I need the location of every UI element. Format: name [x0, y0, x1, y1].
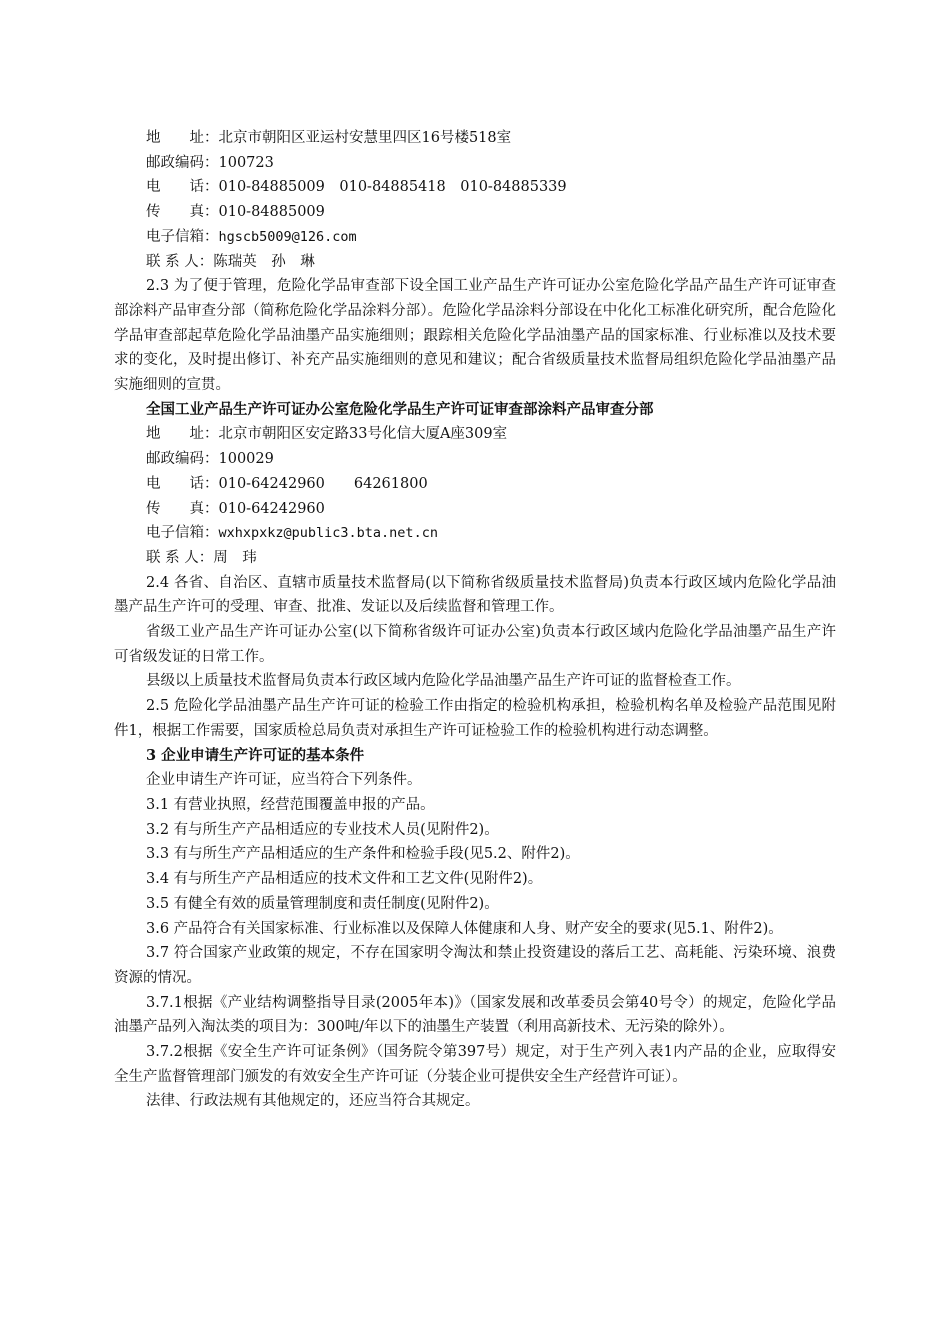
paragraph-provincial-office: 省级工业产品生产许可证办公室(以下简称省级许可证办公室)负责本行政区域内危险化学品油墨产品生产许可省级发证的日常工作。 [114, 624, 836, 665]
email-address: hgscb5009@126.com [218, 228, 357, 245]
postcode-line: 邮政编码：100029 [146, 451, 274, 468]
item-3-7-1: 3.7.1根据《产业结构调整指导目录(2005年本)》（国家发展和改革委员会第40号令）的规定，危险化学品油墨产品列入淘汰类的项目为：300吨/年以下的油墨生产装置（利用高新技术、无污染的除外）。 [114, 994, 836, 1036]
item-3-3: 3.3 有与所生产产品相适应的生产条件和检验手段(见5.2、附件2)。 [146, 846, 580, 863]
branch-heading: 全国工业产品生产许可证办公室危险化学品生产许可证审查部涂料产品审查分部 [146, 400, 654, 418]
item-3-6: 3.6 产品符合有关国家标准、行业标准以及保障人体健康和人身、财产安全的要求(见5.1、附件2)。 [146, 920, 783, 937]
address-line: 地 址：北京市朝阳区安定路33号化信大厦A座309室 [146, 426, 508, 443]
email-label: 电子信箱： [146, 228, 219, 245]
email-address: wxhxpxkz@public3.bta.net.cn [218, 525, 438, 542]
phone-line: 电 话：010-64242960 64261800 [146, 475, 428, 492]
contact-person-line: 联 系 人：周 玮 [146, 549, 257, 566]
email-line [114, 521, 836, 546]
address-line: 地 址：北京市朝阳区亚运村安慧里四区16号楼518室 [146, 130, 512, 146]
postcode-line: 邮政编码：100723 [146, 154, 274, 171]
paragraph-2-5: 2.5 危险化学品油墨产品生产许可证的检验工作由指定的检验机构承担，检验机构名单及检验产品范围见附件1，根据工作需要，国家质检总局负责对承担生产许可证检验工作的检验机构进行动态调整。 [114, 698, 836, 739]
email-label: 电子信箱： [146, 525, 219, 542]
section-3-heading: 3 企业申请生产许可证的基本条件 [146, 746, 365, 764]
paragraph-other-regulations: 法律、行政法规有其他规定的，还应当符合其规定。 [146, 1093, 480, 1110]
item-3-5: 3.5 有健全有效的质量管理制度和责任制度(见附件2)。 [146, 895, 499, 912]
paragraph-3-intro: 企业申请生产许可证，应当符合下列条件。 [146, 772, 422, 789]
email-line [114, 225, 836, 250]
item-3-7: 3.7 符合国家产业政策的规定，不存在国家明令淘汰和禁止投资建设的落后工艺、高耗能、污染环境、浪费资源的情况。 [114, 945, 836, 986]
item-3-1: 3.1 有营业执照，经营范围覆盖申报的产品。 [146, 796, 435, 813]
fax-line: 传 真：010-64242960 [146, 500, 325, 517]
paragraph-county: 县级以上质量技术监督局负责本行政区域内危险化学品油墨产品生产许可证的监督检查工作。 [146, 673, 741, 690]
phone-line: 电 话：010-84885009 010-84885418 010-84885339 [146, 179, 567, 196]
paragraph-2-3: 2.3 为了便于管理，危险化学品审查部下设全国工业产品生产许可证办公室危险化学品产品生产许可证审查部涂料产品审查分部（简称危险化学品涂料分部）。危险化学品涂料分部设在中化化工标准化研究所，配合危险化学品审查部起草危险化学品油墨产品实施细则；跟踪相关危险化学品油墨产品的国家标准、行业标准以及技术要求的变化，及时提出修订、补充产品实施细则的意见和建议；配合省级质量技术监督局组织危险化学品油墨产品实施细则的宣贯。 [114, 278, 836, 394]
item-3-4: 3.4 有与所生产产品相适应的技术文件和工艺文件(见附件2)。 [146, 871, 543, 888]
contact-person-line: 联 系 人：陈瑞英 孙 琳 [146, 253, 315, 270]
document-page [114, 126, 836, 1114]
item-3-7-2: 3.7.2根据《安全生产许可证条例》（国务院令第397号）规定，对于生产列入表1内产品的企业，应取得安全生产监督管理部门颁发的有效安全生产许可证（分装企业可提供安全生产经营许可证）。 [114, 1044, 836, 1085]
item-3-2: 3.2 有与所生产产品相适应的专业技术人员(见附件2)。 [146, 821, 499, 838]
fax-line: 传 真：010-84885009 [146, 204, 325, 221]
paragraph-2-4: 2.4 各省、自治区、直辖市质量技术监督局(以下简称省级质量技术监督局)负责本行政区域内危险化学品油墨产品生产许可的受理、审查、批准、发证以及后续监督和管理工作。 [114, 574, 836, 616]
